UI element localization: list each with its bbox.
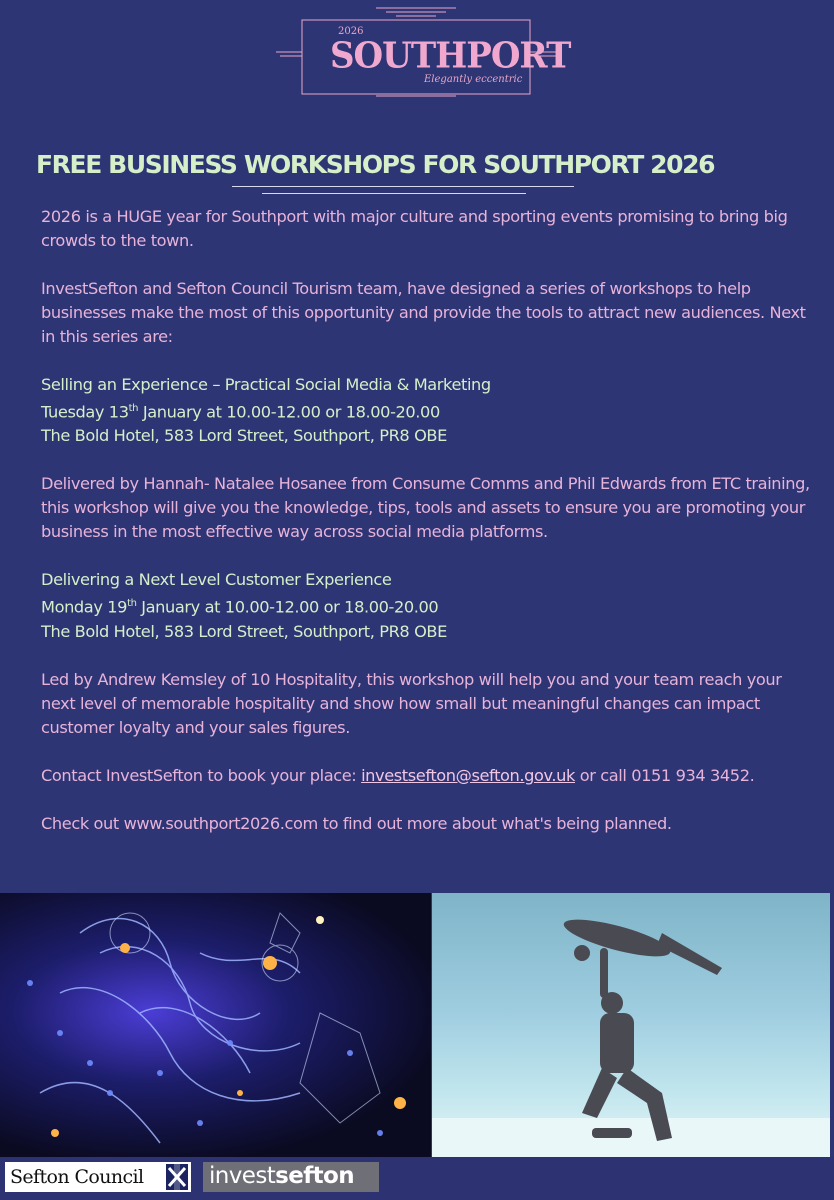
email-link[interactable]: investsefton@sefton.gov.uk [361, 765, 576, 785]
workshop-venue: The Bold Hotel, 583 Lord Street, Southport, PR8 OBE [41, 426, 447, 446]
closing-paragraph: Check out www.southport2026.com to find out more about what's being planned. [41, 813, 672, 833]
acrobats-illustration [432, 893, 830, 1157]
light-sculpture-illustration [0, 893, 431, 1157]
workshop-title: Selling an Experience – Practical Social Media & Marketing [41, 375, 491, 394]
intro-paragraph: InvestSefton and Sefton Council Tourism team, have designed a series of workshops to help businesses make the most of this opportunity and provide the tools to attract new audiences. Next in this series are: [41, 279, 806, 346]
workshop-details [41, 373, 816, 448]
workshop-details [41, 568, 816, 643]
crest-icon [165, 1163, 189, 1191]
logo-tagline: Elegantly eccentric [424, 74, 523, 85]
title-divider-short [262, 193, 526, 194]
footer [0, 1157, 834, 1200]
workshop-date: Tuesday 13th January at 10.00-12.00 or 18.00-20.00 [41, 402, 440, 422]
invest-sefton-logo [203, 1162, 379, 1192]
intro-paragraph: 2026 is a HUGE year for Southport with major culture and sporting events promising to bring big crowds to the town. [41, 207, 788, 250]
invest-sefton-wordmark: investsefton [209, 1163, 355, 1189]
acrobats-photo [432, 893, 830, 1157]
workshop-date: Monday 19th January at 10.00-12.00 or 18.00-20.00 [41, 597, 439, 617]
body-copy [41, 205, 816, 860]
workshop-description: Led by Andrew Kemsley of 10 Hospitality, this workshop will help you and your team reach your next level of memorable hospitality and show how small but meaningful changes can impact customer loyalty and your sales figures. [41, 669, 782, 737]
workshop-description: Delivered by Hannah- Natalee Hosanee from Consume Comms and Phil Edwards from ETC training, this workshop will give you the knowledge, tips, tools and assets to ensure you are promoting your business in the most effective way across social media platforms. [41, 474, 810, 542]
southport-logo [276, 6, 571, 98]
sefton-council-logo [5, 1162, 191, 1192]
logo-year: 2026 [338, 26, 364, 37]
sefton-council-wordmark: Sefton Council [10, 1166, 144, 1188]
title-divider [232, 186, 574, 187]
contact-paragraph: Contact InvestSefton to book your place: investsefton@sefton.gov.uk or call 0151 934 3452. [41, 765, 755, 785]
workshop-venue: The Bold Hotel, 583 Lord Street, Southport, PR8 OBE [41, 621, 447, 641]
light-sculpture-photo [0, 893, 431, 1157]
logo-name: SOUTHPORT [330, 35, 571, 77]
workshop-title: Delivering a Next Level Customer Experience [41, 570, 392, 590]
page-title: FREE BUSINESS WORKSHOPS FOR SOUTHPORT 2026 [36, 150, 715, 179]
